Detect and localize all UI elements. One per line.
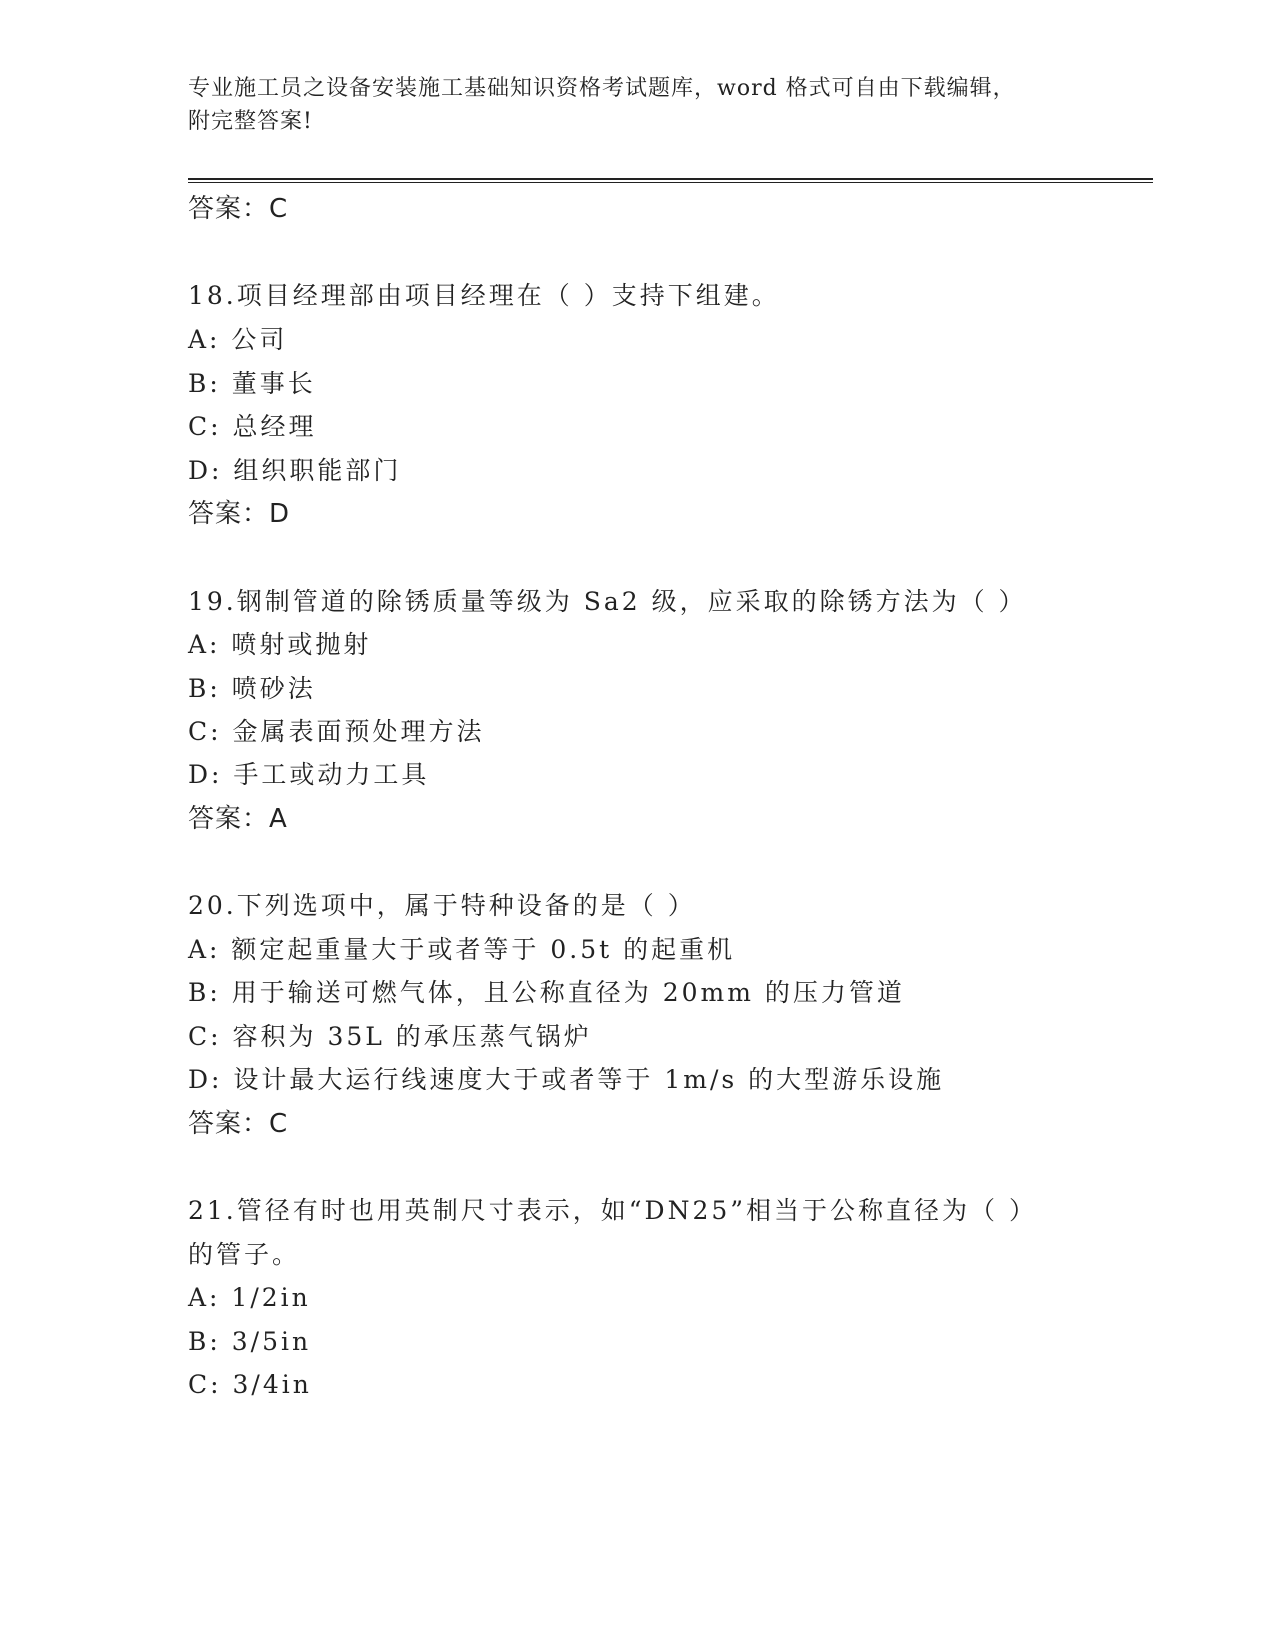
question-18-answer: 答案：D	[188, 499, 291, 529]
question-18-option-a: A: 公司	[188, 325, 288, 354]
question-18-option-b: B: 董事长	[188, 369, 316, 398]
question-18-option-d: D: 组织职能部门	[188, 456, 402, 485]
question-20-stem: 20.下列选项中，属于特种设备的是（ ）	[188, 891, 696, 920]
previous-answer: 答案：C	[188, 194, 289, 224]
question-19-option-a: A: 喷射或抛射	[188, 630, 372, 659]
question-18-stem: 18.项目经理部由项目经理在（ ）支持下组建。	[188, 281, 780, 310]
question-21-option-a: A: 1/2in	[188, 1283, 311, 1312]
question-20-answer: 答案：C	[188, 1109, 289, 1139]
question-18-option-c: C: 总经理	[188, 412, 317, 441]
question-19-option-d: D: 手工或动力工具	[188, 760, 430, 789]
question-20-option-a: A: 额定起重量大于或者等于 0.5t 的起重机	[188, 935, 736, 964]
question-21-option-c: C: 3/4in	[188, 1370, 312, 1399]
header-line-1: 专业施工员之设备安装施工基础知识资格考试题库，word 格式可自由下载编辑，	[188, 76, 1016, 101]
question-21-stem-continued: 的管子。	[188, 1240, 301, 1269]
question-20-option-b: B: 用于输送可燃气体，且公称直径为 20mm 的压力管道	[188, 978, 905, 1007]
header-line-2: 附完整答案!	[188, 109, 313, 134]
question-19-answer: 答案：A	[188, 804, 288, 834]
question-20-option-c: C: 容积为 35L 的承压蒸气锅炉	[188, 1022, 592, 1051]
question-19-option-b: B: 喷砂法	[188, 674, 316, 703]
document-header	[188, 72, 1088, 138]
header-divider	[188, 178, 1153, 183]
question-19-option-c: C: 金属表面预处理方法	[188, 717, 485, 746]
question-21-option-b: B: 3/5in	[188, 1327, 312, 1356]
question-21-stem: 21.管径有时也用英制尺寸表示，如“DN25”相当于公称直径为（ ）	[188, 1196, 1037, 1225]
question-19-stem: 19.钢制管道的除锈质量等级为 Sa2 级，应采取的除锈方法为（ ）	[188, 587, 1027, 616]
question-20-option-d: D: 设计最大运行线速度大于或者等于 1m/s 的大型游乐设施	[188, 1065, 945, 1094]
